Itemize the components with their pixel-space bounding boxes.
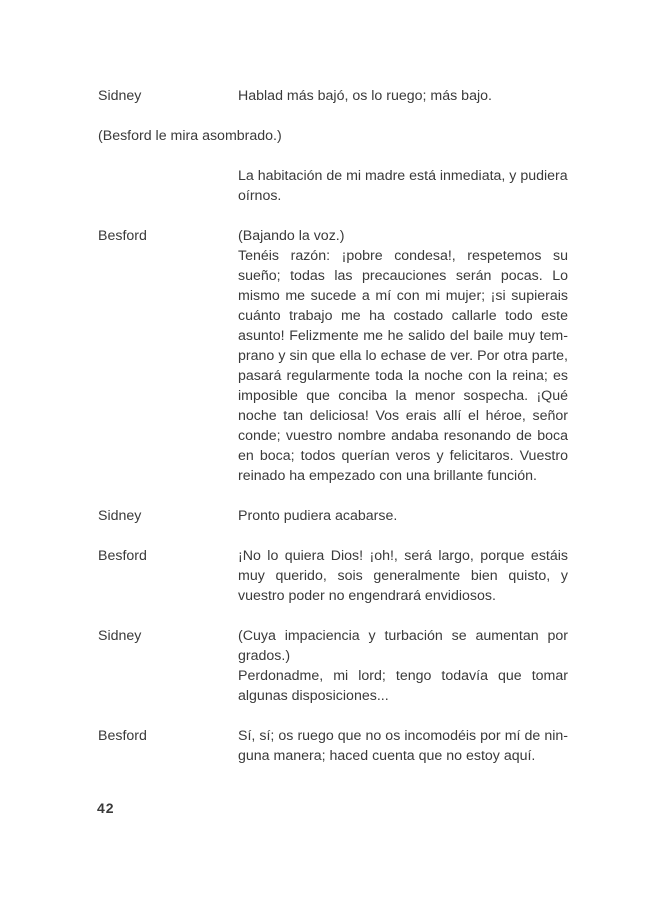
dialogue-block	[98, 546, 568, 606]
dialogue-block	[98, 86, 568, 106]
speaker-name: Sidney	[98, 88, 142, 104]
speaker-name: Sidney	[98, 628, 142, 644]
speech-text	[238, 506, 568, 526]
stage-direction: (Cuya impaciencia y turbación se aumentan por grados.)	[238, 628, 568, 664]
stage-direction: (Bajando la voz.)	[238, 228, 345, 244]
dialogue-block	[98, 226, 568, 486]
speech-line: Pronto pudiera acabarse.	[238, 508, 398, 524]
speaker-name: Sidney	[98, 508, 142, 524]
speaker-name: Besford	[98, 548, 147, 564]
dialogue-page	[98, 86, 568, 786]
page-number: 42	[97, 800, 115, 816]
dialogue-block	[98, 506, 568, 526]
speech-text	[238, 86, 568, 106]
speaker-name: Besford	[98, 228, 147, 244]
stage-direction: (Besford le mira asombrado.)	[98, 128, 282, 144]
speech-line: Sí, sí; os ruego que no os incomodéis por mí de ninguna manera; haced cuenta que no estoy aquí.	[238, 728, 568, 764]
speech-text	[238, 546, 568, 606]
speech-text	[238, 726, 568, 766]
dialogue-block	[98, 166, 568, 206]
speech-text	[238, 626, 568, 706]
speech-line: Tenéis razón: ¡pobre condesa!, respetemos su sueño; todas las precauciones serán pocas. Lo mismo me sucede a mí con mi mujer; ¡si supierais cuánto trabajo me ha costado callarle todo este asunto! Felizmente me he salido del baile muy temprano y sin que ella lo echase de ver. Por otra parte, pasará regularmente toda la noche con la reina; es imposible que conciba la menor sospecha. ¡Qué noche tan deliciosa! Vos erais allí el héroe, señor conde; vuestro nombre andaba resonando de boca en boca; todos querían veros y felicitaros. Vuestro reinado ha empezado con una brillante función.	[238, 248, 568, 484]
speech-line: Hablad más bajó, os lo ruego; más bajo.	[238, 88, 492, 104]
speech-text	[238, 166, 568, 206]
speech-line: La habitación de mi madre está inmediata, y pudiera oírnos.	[238, 168, 568, 204]
dialogue-block	[98, 726, 568, 766]
speaker-name: Besford	[98, 728, 147, 744]
speech-line: ¡No lo quiera Dios! ¡oh!, será largo, porque estáis muy querido, sois generalmente bien quisto, y vuestro poder no engendrará envidiosos.	[238, 548, 568, 604]
speech-text	[238, 226, 568, 486]
dialogue-block	[98, 626, 568, 706]
speech-line: Perdonadme, mi lord; tengo todavía que tomar algunas disposiciones...	[238, 668, 568, 704]
